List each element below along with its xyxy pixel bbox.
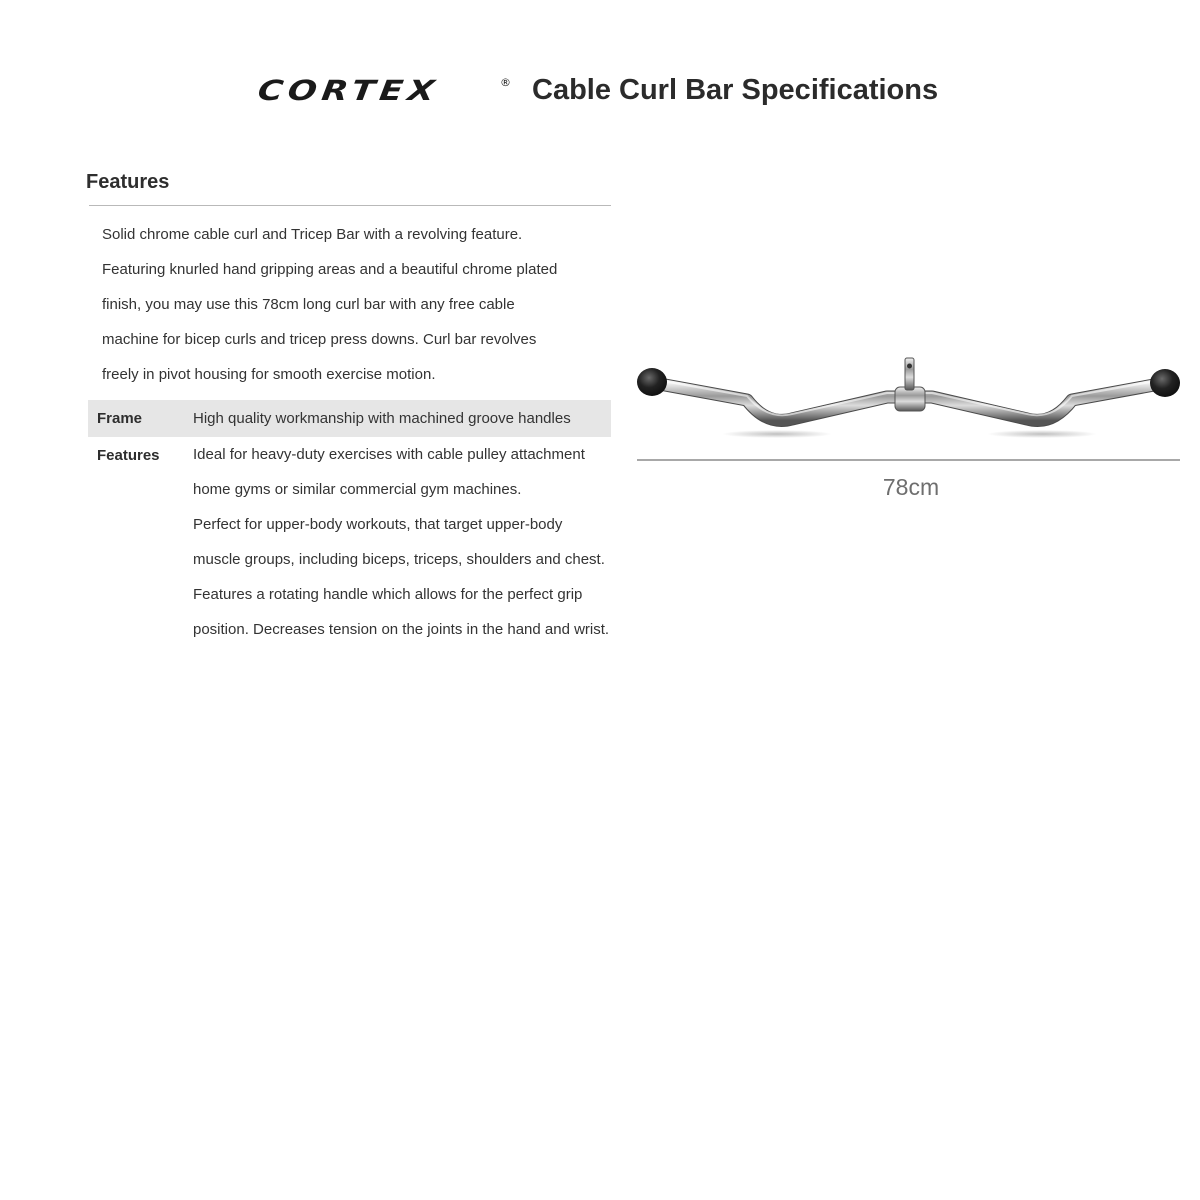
dimension-line: [637, 459, 1180, 461]
description-line: Solid chrome cable curl and Tricep Bar with a revolving feature.: [102, 226, 523, 243]
spec-line: position. Decreases tension on the joints in the hand and wrist.: [193, 621, 610, 638]
spec-table: [88, 400, 611, 647]
description-line: machine for bicep curls and tricep press downs. Curl bar revolves: [102, 331, 537, 348]
pivot-eyelet: [907, 364, 912, 369]
registered-mark: ®: [500, 76, 511, 89]
spec-line: home gyms or similar commercial gym machines.: [193, 481, 522, 498]
spec-line: High quality workmanship with machined groove handles: [193, 410, 571, 427]
spec-line: Features a rotating handle which allows for the perfect grip: [193, 586, 583, 603]
spec-line: Perfect for upper-body workouts, that target upper-body: [193, 516, 563, 533]
description-line: Featuring knurled hand gripping areas and a beautiful chrome plated: [102, 261, 558, 278]
dimension-label: 78cm: [882, 474, 940, 500]
shadow-shape: [722, 430, 832, 438]
shadow-shape: [987, 430, 1097, 438]
spec-line: Ideal for heavy-duty exercises with cable pulley attachment: [193, 446, 585, 463]
heading-divider: [89, 205, 611, 206]
spec-value: [193, 437, 611, 647]
description-line: finish, you may use this 78cm long curl bar with any free cable: [102, 296, 515, 313]
features-heading: Features: [86, 171, 170, 193]
spec-value: [193, 400, 611, 437]
pivot-stem: [905, 358, 914, 390]
pivot-housing: [895, 387, 925, 411]
end-cap-right: [1150, 369, 1180, 397]
spec-label: Frame: [97, 410, 143, 427]
features-description: [102, 217, 607, 392]
spec-row-features: [88, 437, 611, 647]
spec-row-frame: [88, 400, 611, 437]
spec-label: Features: [97, 447, 160, 464]
page-title: Cable Curl Bar Specifications: [532, 74, 939, 106]
cable-curl-bar-image: [632, 350, 1187, 450]
cortex-logo: CORTEX: [255, 74, 442, 108]
end-cap-left: [637, 368, 667, 396]
description-line: freely in pivot housing for smooth exercise motion.: [102, 366, 436, 383]
spec-line: muscle groups, including biceps, triceps, shoulders and chest.: [193, 551, 605, 568]
page-header: [0, 66, 1200, 116]
